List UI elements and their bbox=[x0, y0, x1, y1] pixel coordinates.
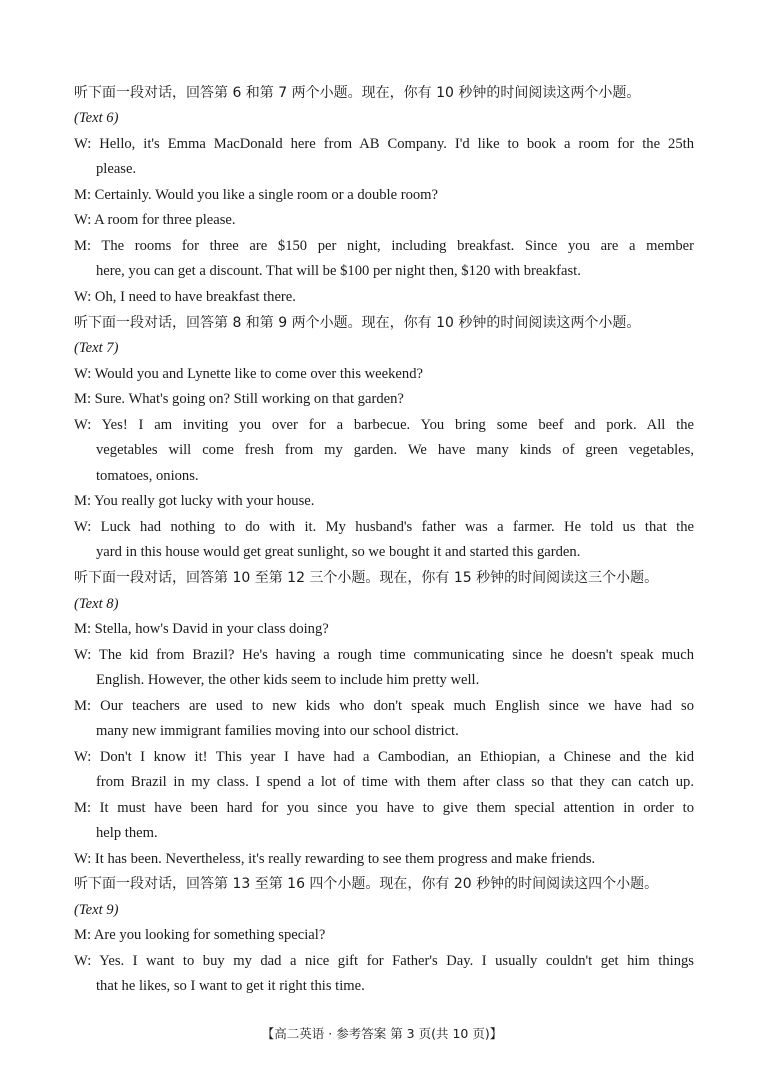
dialogue-line: please. bbox=[96, 161, 137, 177]
dialogue-line: W: The kid from Brazil? He's having a rough time communicating since he doesn't speak much bbox=[74, 647, 694, 663]
dialogue-line: M: Are you looking for something special? bbox=[74, 927, 326, 943]
dialogue-line: that he likes, so I want to get it right this time. bbox=[96, 978, 365, 994]
dialogue-line: W: Hello, it's Emma MacDonald here from AB Company. I'd like to book a room for the 25th bbox=[74, 136, 694, 152]
dialogue-line: many new immigrant families moving into our school district. bbox=[96, 723, 459, 739]
dialogue-line: M: Our teachers are used to new kids who don't speak much English since we have had so bbox=[74, 698, 694, 714]
instruction-text-7: 听下面一段对话，回答第 8 和第 9 两个小题。现在，你有 10 秒钟的时间阅读这两个小题。 bbox=[74, 315, 641, 331]
dialogue-line: tomatoes, onions. bbox=[96, 468, 199, 484]
dialogue-line: M: Sure. What's going on? Still working on that garden? bbox=[74, 391, 404, 407]
dialogue-line: M: Certainly. Would you like a single room or a double room? bbox=[74, 187, 439, 203]
dialogue-line: help them. bbox=[96, 825, 158, 841]
dialogue-line: vegetables will come fresh from my garden. We have many kinds of green vegetables, bbox=[96, 442, 694, 458]
dialogue-line: English. However, the other kids seem to include him pretty well. bbox=[96, 672, 480, 688]
text-6-label: (Text 6) bbox=[74, 110, 119, 126]
dialogue-line: W: Yes. I want to buy my dad a nice gift for Father's Day. I usually couldn't get him things bbox=[74, 953, 694, 969]
instruction-text-6: 听下面一段对话，回答第 6 和第 7 两个小题。现在，你有 10 秒钟的时间阅读这两个小题。 bbox=[74, 85, 641, 101]
dialogue-line: W: Oh, I need to have breakfast there. bbox=[74, 289, 296, 305]
dialogue-line: W: A room for three please. bbox=[74, 212, 236, 228]
page-footer: 【高二英语 · 参考答案 第 3 页(共 10 页)】 bbox=[261, 1026, 503, 1041]
text-7-label: (Text 7) bbox=[74, 340, 119, 356]
dialogue-line: M: Stella, how's David in your class doing? bbox=[74, 621, 329, 637]
dialogue-line: M: It must have been hard for you since you have to give them special attention in order to bbox=[74, 800, 694, 816]
dialogue-line: here, you can get a discount. That will be $100 per night then, $120 with breakfast. bbox=[96, 263, 581, 279]
dialogue-line: yard in this house would get great sunlight, so we bought it and started this garden. bbox=[96, 544, 581, 560]
text-8-label: (Text 8) bbox=[74, 596, 119, 612]
instruction-text-8: 听下面一段对话，回答第 10 至第 12 三个小题。现在，你有 15 秒钟的时间阅读这三个小题。 bbox=[74, 570, 659, 586]
dialogue-line: W: Don't I know it! This year I have had a Cambodian, an Ethiopian, a Chinese and the kid bbox=[74, 749, 694, 765]
dialogue-line: M: The rooms for three are $150 per night, including breakfast. Since you are a member bbox=[74, 238, 694, 254]
dialogue-line: W: Yes! I am inviting you over for a barbecue. You bring some beef and pork. All the bbox=[74, 417, 694, 433]
dialogue-line: from Brazil in my class. I spend a lot of time with them after class so that they can catch up. bbox=[96, 774, 694, 790]
text-9-label: (Text 9) bbox=[74, 902, 119, 918]
dialogue-line: M: You really got lucky with your house. bbox=[74, 493, 315, 509]
dialogue-line: W: It has been. Nevertheless, it's really rewarding to see them progress and make friends. bbox=[74, 851, 596, 867]
dialogue-line: W: Would you and Lynette like to come over this weekend? bbox=[74, 366, 423, 382]
dialogue-line: W: Luck had nothing to do with it. My husband's father was a farmer. He told us that the bbox=[74, 519, 694, 535]
instruction-text-9: 听下面一段对话，回答第 13 至第 16 四个小题。现在，你有 20 秒钟的时间阅读这四个小题。 bbox=[74, 876, 659, 892]
